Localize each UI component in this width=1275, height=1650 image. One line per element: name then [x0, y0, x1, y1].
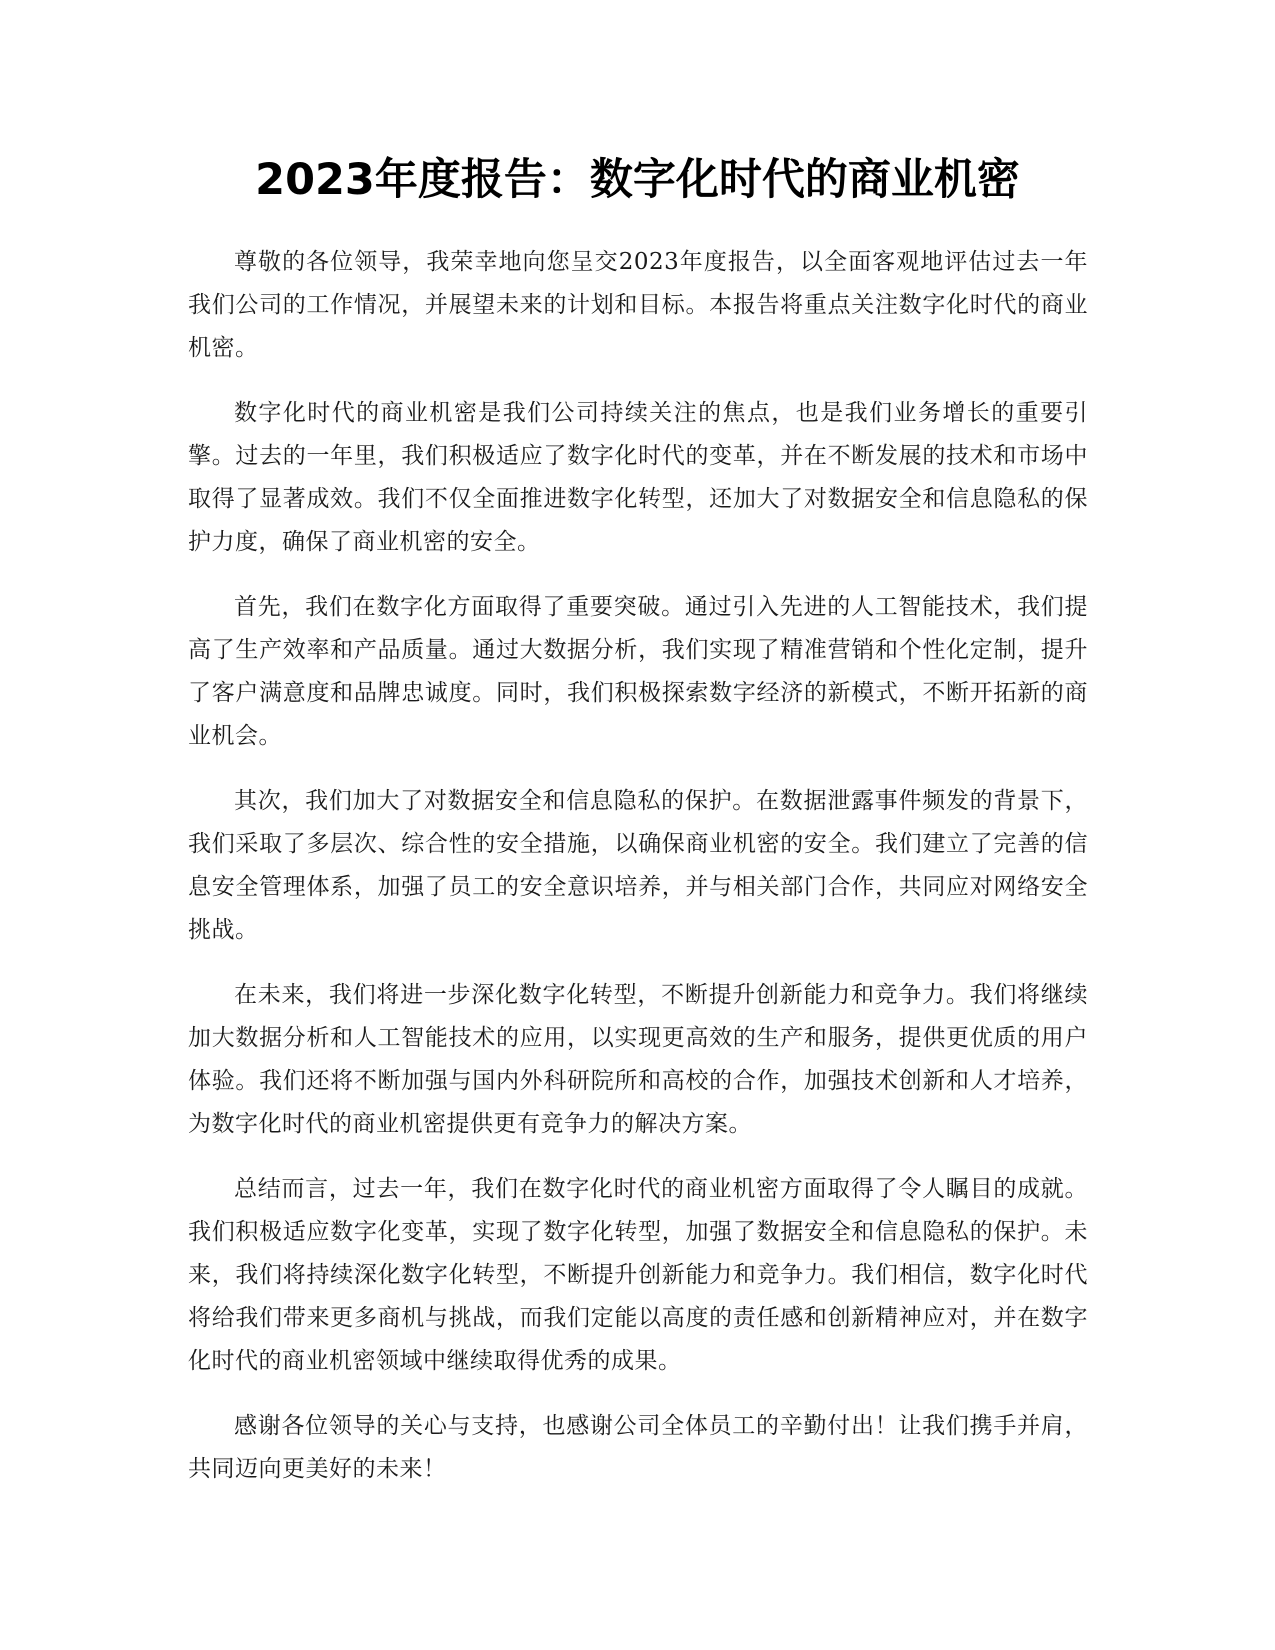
paragraph-summary: 总结而言，过去一年，我们在数字化时代的商业机密方面取得了令人瞩目的成就。我们积极适应数字化变革，实现了数字化转型，加强了数据安全和信息隐私的保护。未来，我们将持续深化数字化转型，不断提升创新能力和竞争力。我们相信，数字化时代将给我们带来更多商机与挑战，而我们定能以高度的责任感和创新精神应对，并在数字化时代的商业机密领域中继续取得优秀的成果。	[188, 1176, 1088, 1374]
paragraph-focus: 数字化时代的商业机密是我们公司持续关注的焦点，也是我们业务增长的重要引擎。过去的一年里，我们积极适应了数字化时代的变革，并在不断发展的技术和市场中取得了显著成效。我们不仅全面推进数字化转型，还加大了对数据安全和信息隐私的保护力度，确保了商业机密的安全。	[188, 400, 1088, 555]
paragraph-intro: 尊敬的各位领导，我荣幸地向您呈交2023年度报告，以全面客观地评估过去一年我们公司的工作情况，并展望未来的计划和目标。本报告将重点关注数字化时代的商业机密。	[188, 249, 1088, 361]
paragraph-thanks: 感谢各位领导的关心与支持，也感谢公司全体员工的辛勤付出！让我们携手并肩，共同迈向更美好的未来！	[188, 1413, 1088, 1482]
document-body	[188, 241, 1088, 1513]
paragraph-digital-breakthrough: 首先，我们在数字化方面取得了重要突破。通过引入先进的人工智能技术，我们提高了生产效率和产品质量。通过大数据分析，我们实现了精准营销和个性化定制，提升了客户满意度和品牌忠诚度。同时，我们积极探索数字经济的新模式，不断开拓新的商业机会。	[188, 594, 1088, 749]
paragraph-future-plans: 在未来，我们将进一步深化数字化转型，不断提升创新能力和竞争力。我们将继续加大数据分析和人工智能技术的应用，以实现更高效的生产和服务，提供更优质的用户体验。我们还将不断加强与国内外科研院所和高校的合作，加强技术创新和人才培养，为数字化时代的商业机密提供更有竞争力的解决方案。	[188, 982, 1088, 1137]
paragraph-data-security: 其次，我们加大了对数据安全和信息隐私的保护。在数据泄露事件频发的背景下，我们采取了多层次、综合性的安全措施，以确保商业机密的安全。我们建立了完善的信息安全管理体系，加强了员工的安全意识培养，并与相关部门合作，共同应对网络安全挑战。	[188, 788, 1088, 943]
document-title: 2023年度报告：数字化时代的商业机密	[255, 155, 1020, 205]
